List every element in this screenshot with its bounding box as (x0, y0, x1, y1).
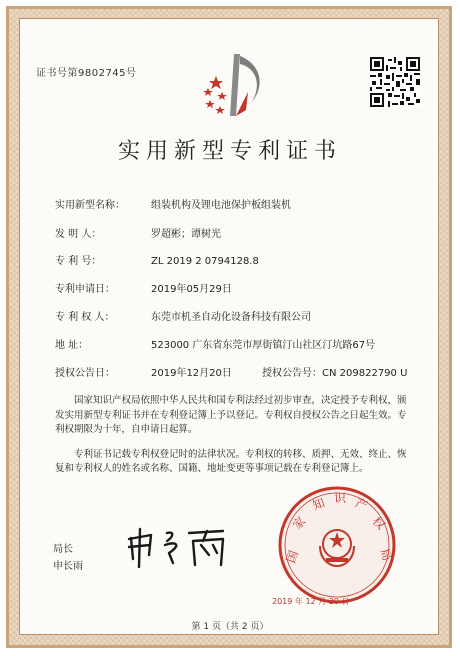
field-label: 实用新型名称： (55, 200, 125, 211)
field-grant-date (55, 364, 232, 379)
field-address (55, 336, 375, 351)
handwritten-signature (123, 523, 233, 569)
svg-text:识: 识 (333, 491, 347, 505)
svg-text:国: 国 (283, 548, 301, 565)
field-label: 地 址： (55, 340, 89, 351)
certificate-body (55, 394, 415, 487)
field-label: 专利申请日： (55, 284, 115, 295)
patent-office-emblem-icon (196, 50, 276, 120)
body-paragraph: 专利证书记载专利权登记时的法律状况。专利权的转移、质押、无效、终止、恢复和专利权人的姓名或名称、国籍、地址变更等事项记载在专利登记簿上。 (55, 448, 407, 474)
official-seal (276, 484, 398, 606)
field-label: 发 明 人： (55, 229, 102, 240)
svg-text:产: 产 (353, 495, 370, 513)
certificate-number: 证书号第9802745号 (36, 68, 137, 79)
field-patent-number (55, 252, 259, 267)
field-value: 2019年12月20日 (151, 368, 232, 379)
seal-date: 2019 年 12 月 20 日 (272, 597, 350, 606)
field-value: CN 209822790 U (322, 368, 408, 379)
signatory-title: 局长 (53, 544, 73, 555)
field-inventors (55, 225, 221, 240)
field-label: 授权公告日： (55, 368, 115, 379)
field-patentee (55, 308, 311, 323)
page-number: 第 1 页（共 2 页） (191, 622, 269, 632)
svg-text:权: 权 (369, 513, 389, 533)
field-application-date (55, 280, 232, 295)
signatory-name: 申长雨 (53, 561, 83, 572)
field-value: 东莞市机圣自动化设备科技有限公司 (151, 312, 311, 323)
field-utility-model-name (55, 196, 291, 211)
field-value: 2019年05月29日 (151, 284, 232, 295)
field-value: ZL 2019 2 0794128.8 (151, 256, 259, 267)
field-value: 523000 广东省东莞市厚街镇汀山社区汀坑路67号 (151, 340, 376, 351)
field-value: 组装机构及锂电池保护板组装机 (151, 200, 291, 211)
field-value: 罗超彬；谭树光 (151, 229, 221, 240)
field-label: 专 利 号： (55, 256, 102, 267)
svg-text:局: 局 (377, 546, 395, 563)
field-label: 专 利 权 人： (55, 312, 115, 323)
body-paragraph: 国家知识产权局依照中华人民共和国专利法经过初步审查，决定授予专利权，颁发实用新型专利证书并在专利登记簿上予以登记。专利权自授权公告之日起生效。专利权期限为十年，自申请日起算。 (55, 395, 407, 435)
field-grant-publication-number (262, 364, 407, 379)
svg-text:知: 知 (310, 495, 327, 513)
svg-text:家: 家 (289, 513, 309, 533)
qr-code-icon (370, 57, 420, 107)
certificate-title: 实用新型专利证书 (117, 139, 342, 164)
field-label: 授权公告号： (262, 368, 322, 379)
